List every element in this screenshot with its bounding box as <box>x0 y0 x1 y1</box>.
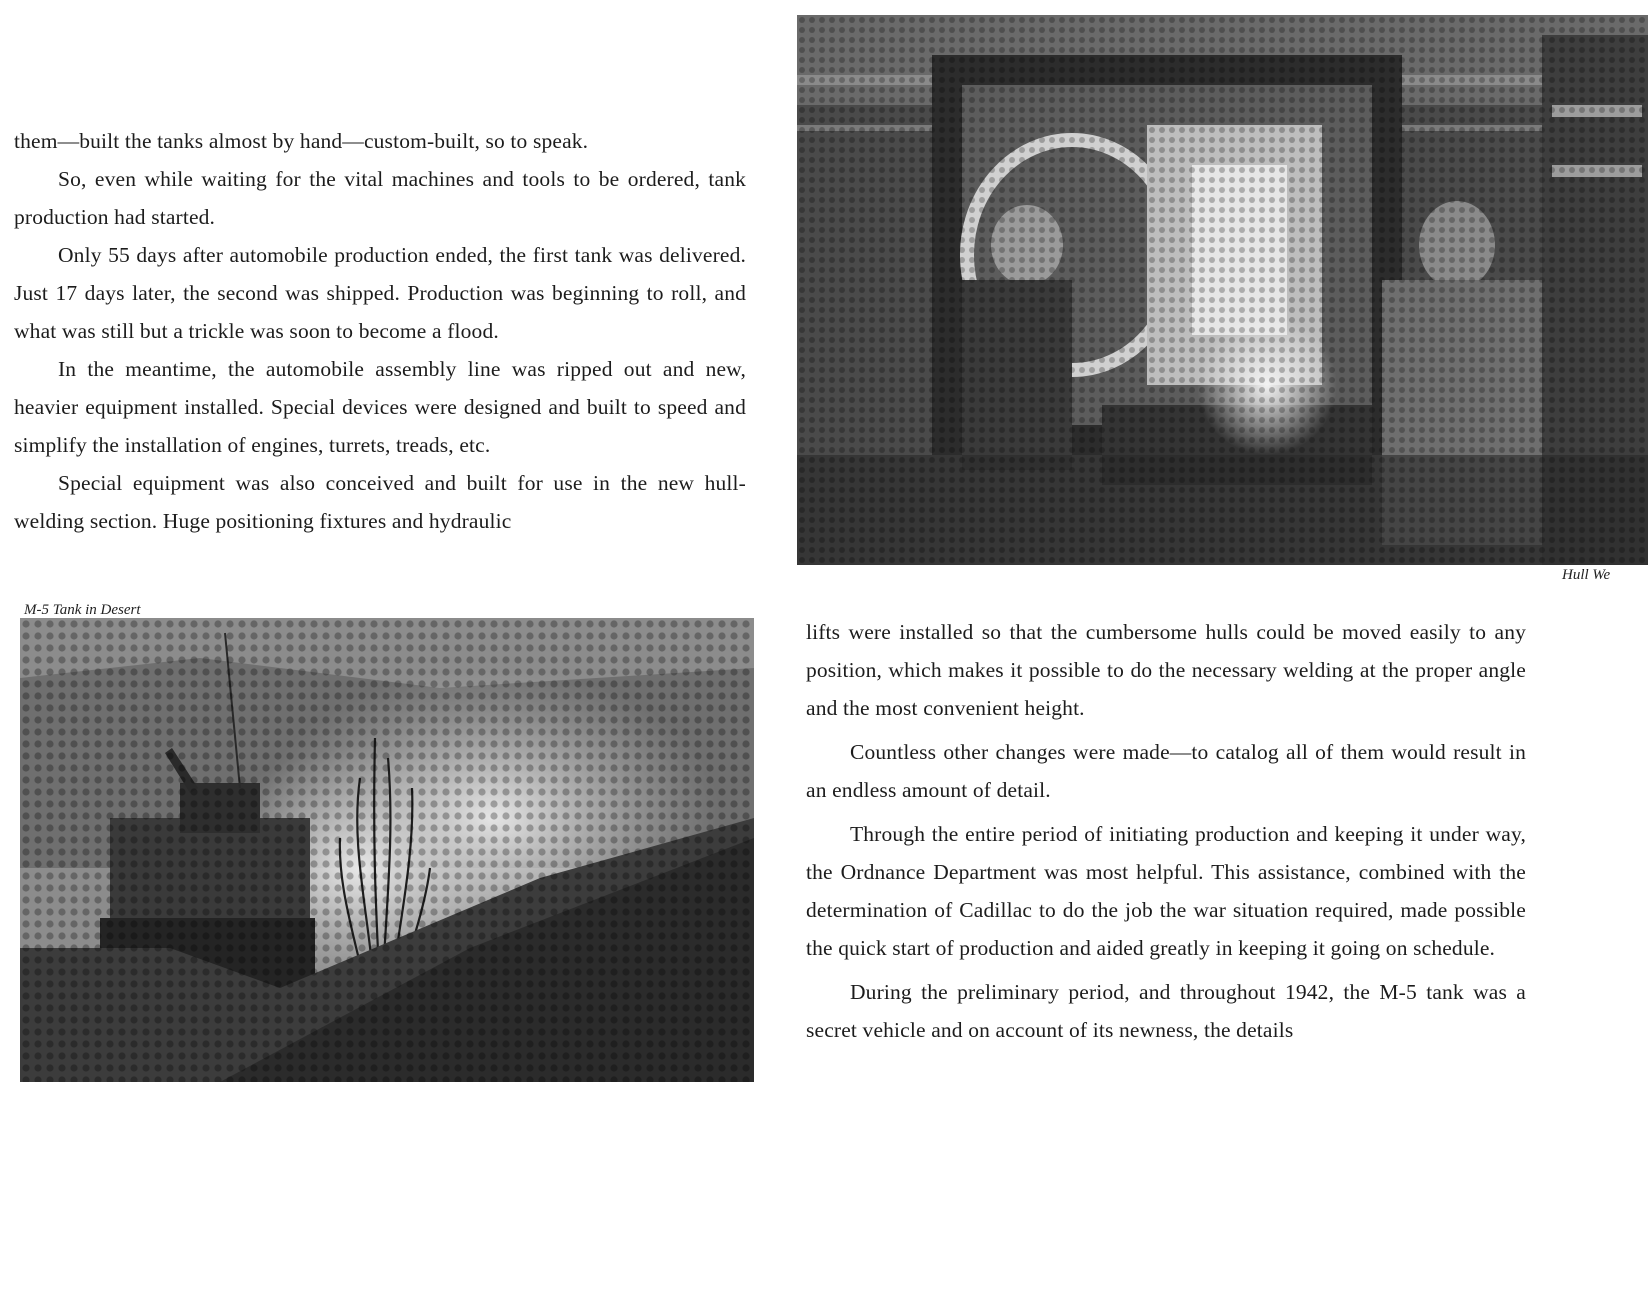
paragraph: Countless other changes were made—to catalog all of them would result in an endless amount of detail. <box>806 740 1526 802</box>
hull-welding-photo <box>797 15 1648 565</box>
paragraph: them—built the tanks almost by hand—custom-built, so to speak. <box>14 129 589 153</box>
paragraph: In the meantime, the automobile assembly line was ripped out and new, heavier equipment installed. Special devices were designed and built to speed and simplify the installation of engines, turrets, treads, etc. <box>14 357 746 457</box>
right-text-column <box>806 613 1526 1049</box>
hull-welding-caption: Hull We <box>1562 567 1611 583</box>
tank-in-desert-photo <box>20 618 754 1082</box>
paragraph: During the preliminary period, and throughout 1942, the M-5 tank was a secret vehicle and on account of its newness, the details <box>806 980 1526 1042</box>
tank-photo-caption: M-5 Tank in Desert <box>24 602 141 618</box>
paragraph: Only 55 days after automobile production ended, the first tank was delivered. Just 17 days later, the second was shipped. Production was beginning to roll, and what was still but a trickle was soon to become a flood. <box>14 243 746 343</box>
paragraph: So, even while waiting for the vital machines and tools to be ordered, tank production had started. <box>14 167 746 229</box>
paragraph: Through the entire period of initiating production and keeping it under way, the Ordnance Department was most helpful. This assistance, combined with the determination of Cadillac to do the job the war situation required, made possible the quick start of production and aided greatly in keeping it going on schedule. <box>806 822 1526 960</box>
paragraph: lifts were installed so that the cumbersome hulls could be moved easily to any position, which makes it possible to do the necessary welding at the proper angle and the most convenient height. <box>806 620 1526 720</box>
paragraph: Special equipment was also conceived and built for use in the new hull-welding section. Huge positioning fixtures and hydraulic <box>14 471 746 533</box>
left-text-column <box>14 122 746 540</box>
